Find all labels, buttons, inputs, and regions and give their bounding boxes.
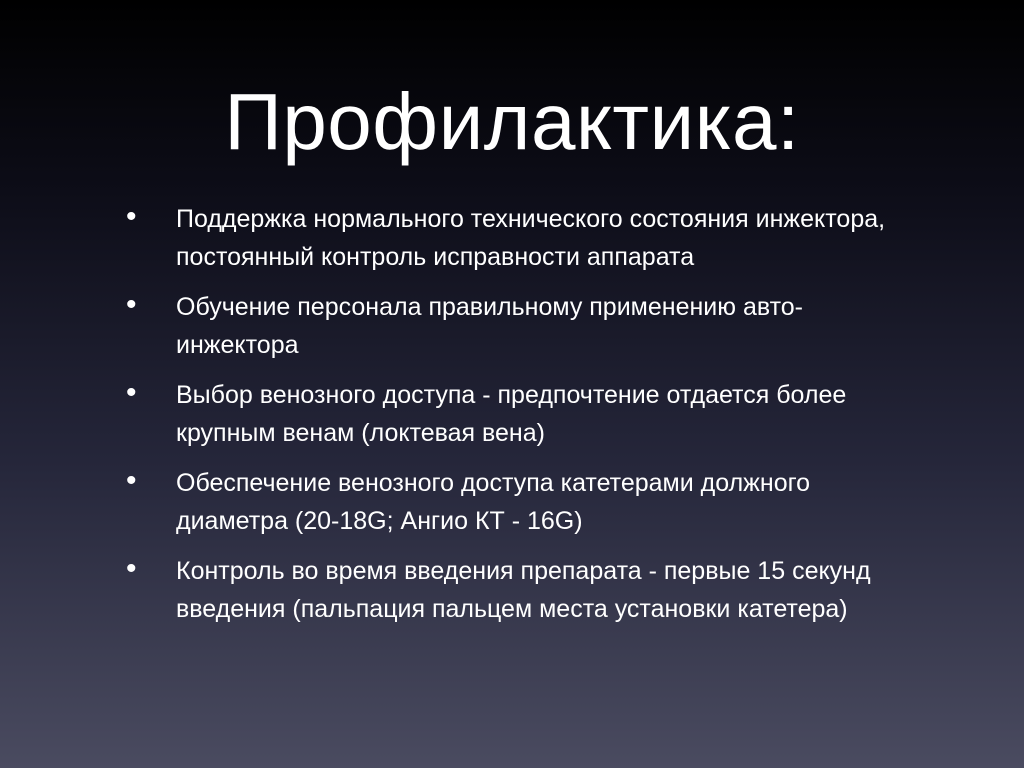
list-item [120, 200, 920, 276]
bullet-icon: • [126, 288, 137, 321]
bullet-icon: • [126, 552, 137, 585]
bullet-icon: • [126, 376, 137, 409]
list-item [120, 376, 920, 452]
bullet-icon: • [126, 200, 137, 233]
list-item [120, 464, 920, 540]
bullet-list [120, 200, 920, 640]
bullet-text: Поддержка нормального технического состояния инжектора, постоянный контроль исправности аппарата [176, 205, 886, 271]
bullet-text: Контроль во время введения препарата - первые 15 секунд введения (пальпация пальцем места установки катетера) [176, 557, 871, 623]
list-item [120, 288, 920, 364]
slide-title: Профилактика: [224, 77, 800, 166]
list-item [120, 552, 920, 628]
bullet-text: Выбор венозного доступа - предпочтение отдается более крупным венам (локтевая вена) [176, 381, 847, 447]
bullet-text: Обучение персонала правильному применению авто-инжектора [176, 293, 803, 359]
bullet-icon: • [126, 464, 137, 497]
bullet-text: Обеспечение венозного доступа катетерами должного диаметра (20-18G; Ангио КТ - 16G) [176, 469, 811, 535]
